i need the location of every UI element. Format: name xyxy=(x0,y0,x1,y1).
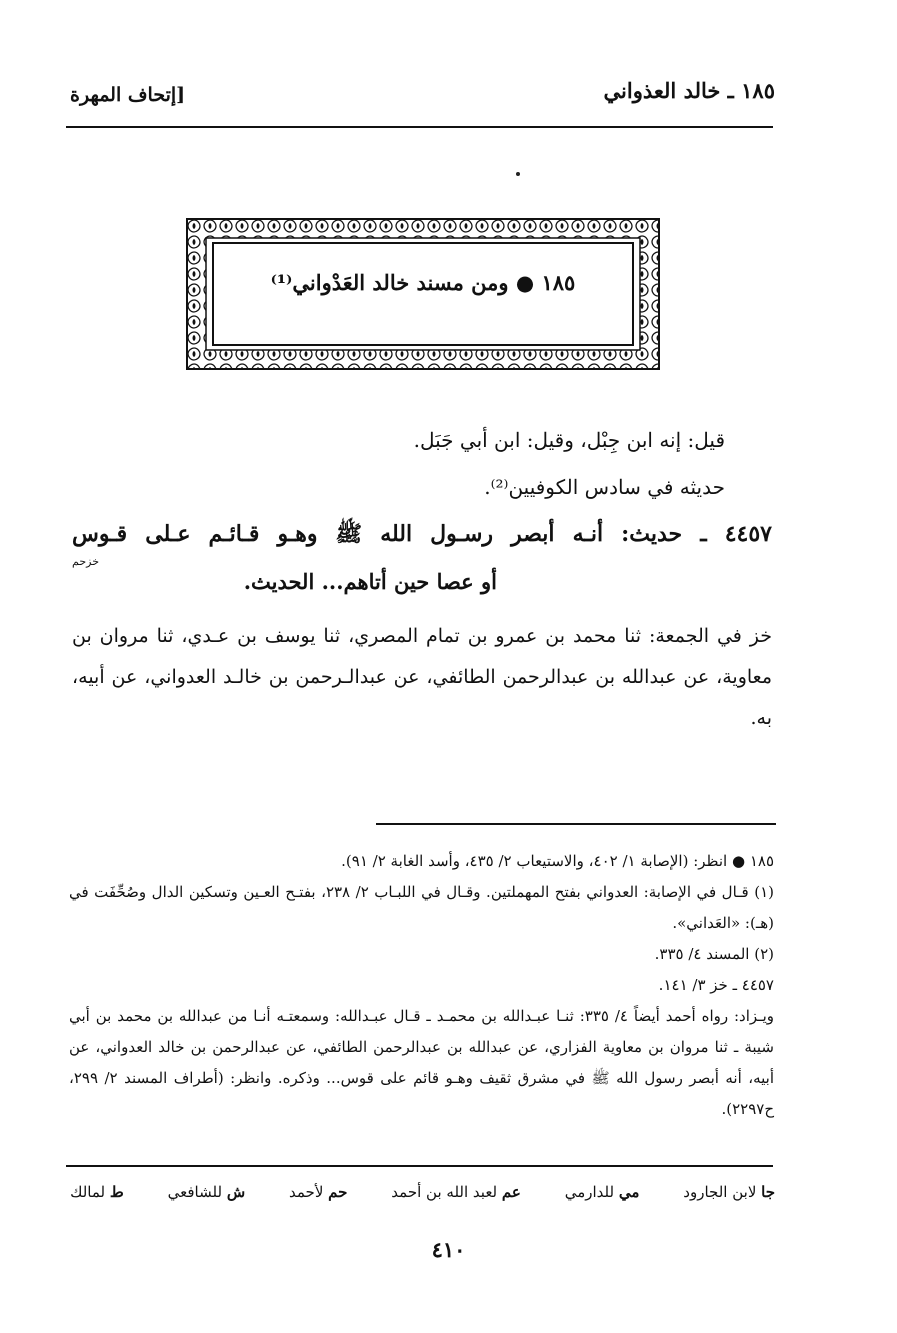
running-header-book: [إتحاف المهرة xyxy=(70,84,186,106)
stray-mark xyxy=(516,172,520,176)
hadith-source-code: خزحم xyxy=(72,555,99,568)
hadith-heading-continuation: أو عصا حين أتاهم... الحديث. xyxy=(243,569,497,594)
siglum: عم لعبد الله بن أحمد xyxy=(391,1183,521,1201)
footnote: ٤٤٥٧ ـ خز ٣/ ١٤١. xyxy=(658,976,774,994)
page-number: ٤١٠ xyxy=(431,1237,466,1262)
header-rule xyxy=(66,126,773,128)
siglum: ش للشافعي xyxy=(167,1183,246,1201)
footnote: ويـزاد: رواه أحمد أيضاً ٤/ ٣٣٥: ثنـا عبـدالله بن محمـد ـ قـال عبـدالله: وسمعتـه أنـا من عبدالله بن محمد بن أبي شيبة ـ ثنا مروان بن معاوية الفزاري، عن عبدالله بن عبدالرحمن الطائفي، عن عبدالرحمن بن خالد العدواني، عن أبيه، أنه أبصر رسول الله ﷺ في مشرق ثقيف وهـو قائم على قوس... وذكره. وانظر: (أطراف المسند ٢/ ٢٩٩، ح٢٢٩٧). xyxy=(69,1007,774,1118)
footnote-rule xyxy=(376,823,776,825)
sigla-legend xyxy=(70,1183,775,1201)
hadith-isnad: خز في الجمعة: ثنا محمد بن عمرو بن تمام المصري، ثنا يوسف بن عـدي، ثنا مروان بن معاوية، عن عبدالله بن عبدالرحمن الطائفي، عن عبدالـرحمن بن خالـد العدواني، عن أبيه، به. xyxy=(72,625,772,729)
sigla-rule xyxy=(66,1165,773,1167)
footnote: (١) قـال في الإصابة: العدواني بفتح المهملتين. وقـال في اللبـاب ٢/ ٢٣٨، بفتـح العـين وتسكين الدال وصُحِّفَت في (هـ): «العَداني». xyxy=(69,883,774,932)
siglum: جا لابن الجارود xyxy=(683,1183,775,1201)
intro-line: قيل: إنه ابن جِبْل، وقيل: ابن أبي جَبَل. xyxy=(413,428,725,452)
intro-line: حديثه في سادس الكوفيين⁽²⁾. xyxy=(484,475,725,499)
hadith-heading: ٤٤٥٧ ـ حديث: أنـه أبصر رسـول الله ﷺ وهـو قـائـم عـلى قـوس xyxy=(72,521,772,547)
siglum: حم لأحمد xyxy=(289,1183,348,1201)
chapter-title-box xyxy=(212,242,634,346)
footnote: ١٨٥ ● انظر: (الإصابة ١/ ٤٠٢، والاستيعاب ٢/ ٤٣٥، وأسد الغابة ٢/ ٩١). xyxy=(341,852,774,870)
siglum: ط لمالك xyxy=(70,1183,124,1201)
running-header-chapter: ١٨٥ ـ خالد العذواني xyxy=(603,78,775,103)
footnote: (٢) المسند ٤/ ٣٣٥. xyxy=(654,945,774,963)
footnotes xyxy=(69,846,774,1125)
siglum: مي للدارمي xyxy=(564,1183,640,1201)
chapter-title: ١٨٥ ● ومن مسند خالد العَدْواني⁽¹⁾ xyxy=(270,270,576,295)
